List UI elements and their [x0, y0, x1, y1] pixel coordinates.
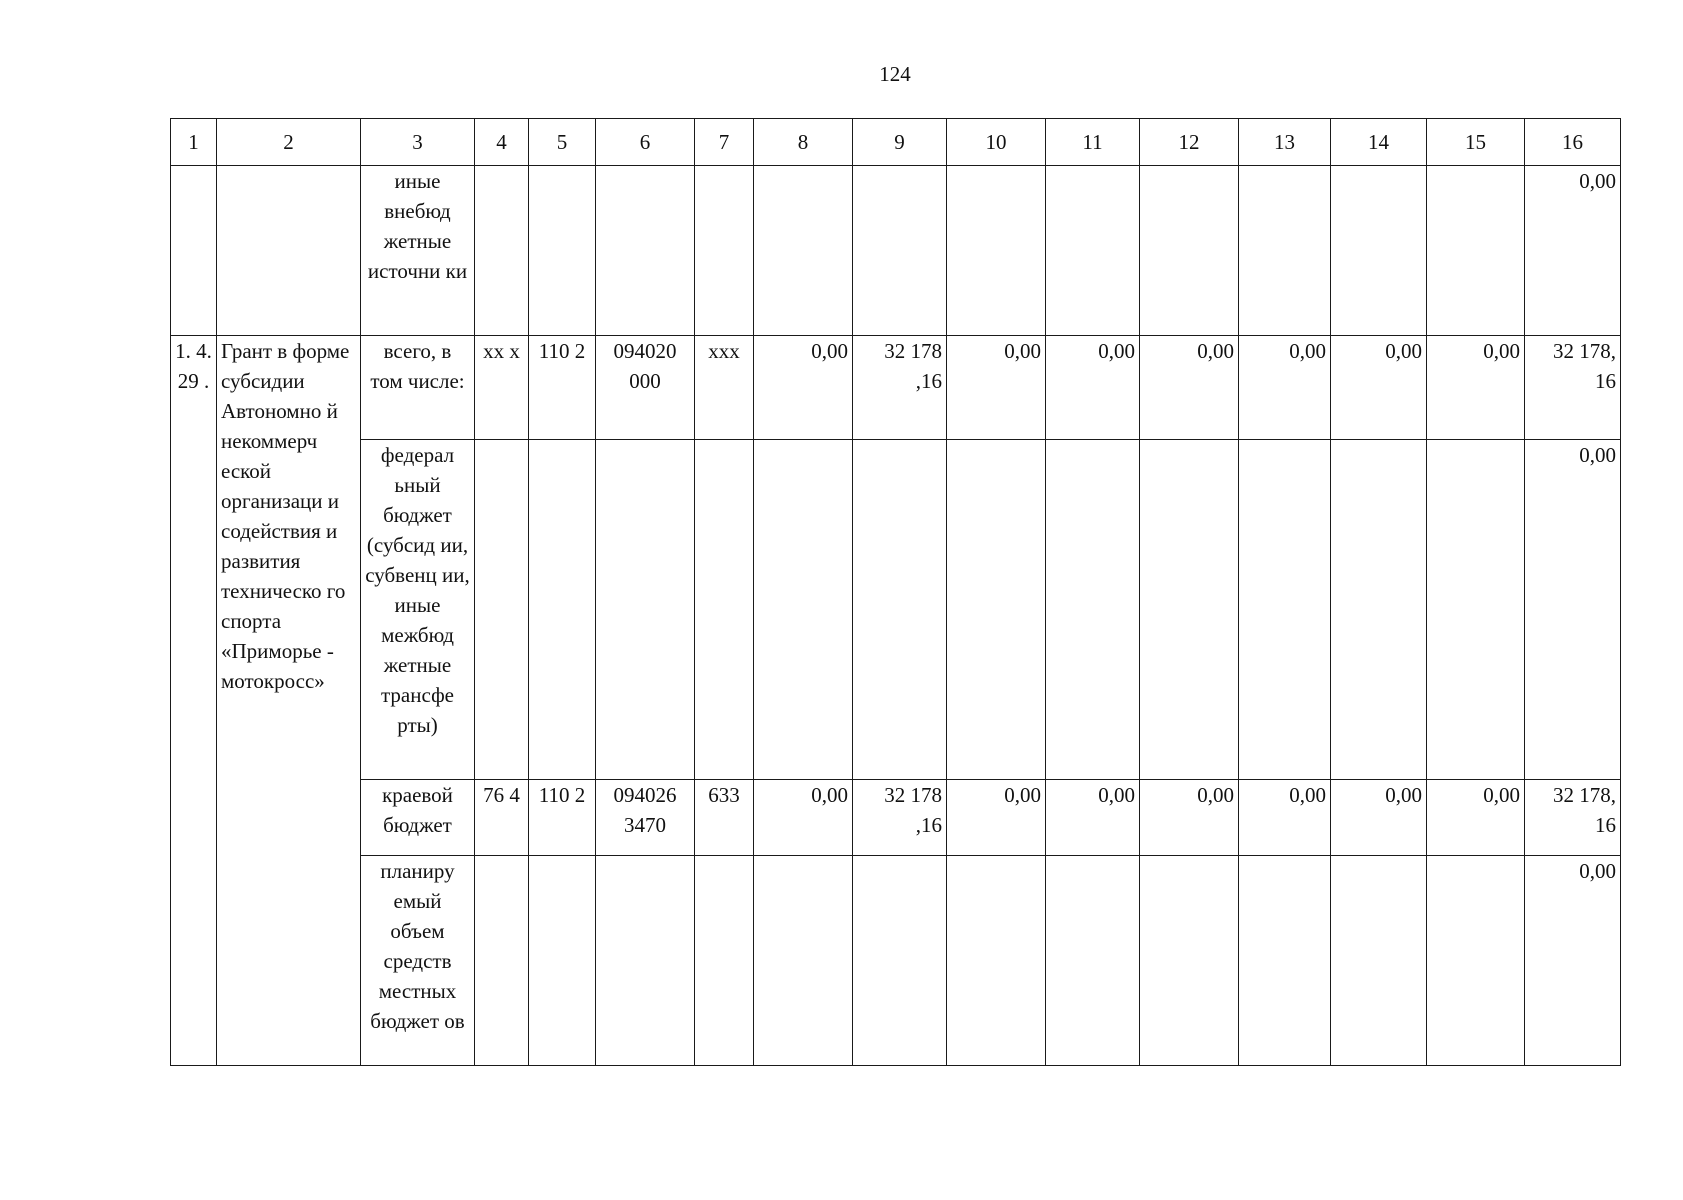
- table-row-federal: [171, 440, 1621, 780]
- empty-cell: [947, 856, 1046, 1066]
- amount-cell: 0,00: [1331, 336, 1427, 440]
- empty-cell: [754, 440, 853, 780]
- code-cell: 633: [695, 780, 754, 856]
- column-number-cell: 4: [475, 119, 529, 166]
- budget-table: [170, 118, 1621, 1066]
- column-number-cell: 1: [171, 119, 217, 166]
- column-number-cell: 9: [853, 119, 947, 166]
- empty-cell: [1239, 856, 1331, 1066]
- empty-cell: [1331, 166, 1427, 336]
- column-number-cell: 6: [596, 119, 695, 166]
- amount-total-cell: 32 178, 16: [1525, 780, 1621, 856]
- empty-cell: [475, 440, 529, 780]
- empty-cell: [754, 856, 853, 1066]
- empty-cell: [529, 440, 596, 780]
- empty-cell: [475, 856, 529, 1066]
- empty-cell: [1046, 166, 1140, 336]
- amount-cell: 0,00: [1239, 336, 1331, 440]
- empty-cell: [217, 166, 361, 336]
- amount-cell: 0,00: [754, 780, 853, 856]
- empty-cell: [171, 166, 217, 336]
- page-number: 124: [879, 62, 911, 86]
- column-number-cell: 16: [1525, 119, 1621, 166]
- empty-cell: [695, 440, 754, 780]
- table-row-regional: [171, 780, 1621, 856]
- empty-cell: [1046, 440, 1140, 780]
- empty-cell: [1239, 440, 1331, 780]
- code-cell: xx x: [475, 336, 529, 440]
- code-cell: 110 2: [529, 336, 596, 440]
- amount-cell: 0,00: [1239, 780, 1331, 856]
- amount-cell: 0,00: [947, 780, 1046, 856]
- amount-cell: 0,00: [1427, 336, 1525, 440]
- column-number-cell: 14: [1331, 119, 1427, 166]
- column-number-cell: 15: [1427, 119, 1525, 166]
- amount-total-cell: 0,00: [1525, 440, 1621, 780]
- empty-cell: [1427, 440, 1525, 780]
- code-cell: 110 2: [529, 780, 596, 856]
- code-cell: 094020 000: [596, 336, 695, 440]
- amount-cell: 0,00: [1046, 780, 1140, 856]
- funding-source-label: планиру емый объем средств местных бюджет ов: [361, 856, 475, 1066]
- column-number-cell: 13: [1239, 119, 1331, 166]
- empty-cell: [754, 166, 853, 336]
- amount-total-cell: 0,00: [1525, 856, 1621, 1066]
- amount-cell: 0,00: [1046, 336, 1140, 440]
- table-header-row: [171, 119, 1621, 166]
- empty-cell: [947, 440, 1046, 780]
- empty-cell: [1140, 440, 1239, 780]
- funding-source-label: краевой бюджет: [361, 780, 475, 856]
- funding-source-label: федерал ьный бюджет (субсид ии, субвенц ии, иные межбюд жетные трансфе рты): [361, 440, 475, 780]
- column-number-cell: 11: [1046, 119, 1140, 166]
- empty-cell: [1331, 856, 1427, 1066]
- empty-cell: [853, 166, 947, 336]
- empty-cell: [853, 440, 947, 780]
- amount-cell: 0,00: [1140, 336, 1239, 440]
- amount-total-cell: 32 178, 16: [1525, 336, 1621, 440]
- empty-cell: [1427, 166, 1525, 336]
- empty-cell: [853, 856, 947, 1066]
- table-row-other-sources: [171, 166, 1621, 336]
- code-cell: xxx: [695, 336, 754, 440]
- column-number-cell: 7: [695, 119, 754, 166]
- amount-total-cell: 0,00: [1525, 166, 1621, 336]
- funding-source-label: иные внебюд жетные источни ки: [361, 166, 475, 336]
- empty-cell: [529, 856, 596, 1066]
- column-number-cell: 10: [947, 119, 1046, 166]
- empty-cell: [947, 166, 1046, 336]
- amount-cell: 0,00: [1331, 780, 1427, 856]
- empty-cell: [1427, 856, 1525, 1066]
- item-name-cell: Грант в форме субсидии Автономно й некоммерч еской организаци и содействия и развития техническо го спорта «Приморье - мотокросс»: [217, 336, 361, 1066]
- amount-cell: 32 178 ,16: [853, 780, 947, 856]
- amount-cell: 0,00: [947, 336, 1046, 440]
- funding-source-label: всего, в том числе:: [361, 336, 475, 440]
- code-cell: 76 4: [475, 780, 529, 856]
- empty-cell: [596, 856, 695, 1066]
- empty-cell: [1140, 856, 1239, 1066]
- column-number-cell: 12: [1140, 119, 1239, 166]
- code-cell: 094026 3470: [596, 780, 695, 856]
- empty-cell: [695, 856, 754, 1066]
- column-number-cell: 5: [529, 119, 596, 166]
- empty-cell: [1046, 856, 1140, 1066]
- empty-cell: [475, 166, 529, 336]
- amount-cell: 0,00: [1427, 780, 1525, 856]
- empty-cell: [596, 440, 695, 780]
- amount-cell: 32 178 ,16: [853, 336, 947, 440]
- table-row-total: [171, 336, 1621, 440]
- column-number-cell: 3: [361, 119, 475, 166]
- amount-cell: 0,00: [754, 336, 853, 440]
- column-number-cell: 2: [217, 119, 361, 166]
- empty-cell: [529, 166, 596, 336]
- empty-cell: [695, 166, 754, 336]
- item-number-cell: 1. 4. 29 .: [171, 336, 217, 1066]
- amount-cell: 0,00: [1140, 780, 1239, 856]
- column-number-cell: 8: [754, 119, 853, 166]
- empty-cell: [1140, 166, 1239, 336]
- empty-cell: [1331, 440, 1427, 780]
- empty-cell: [1239, 166, 1331, 336]
- table-row-local: [171, 856, 1621, 1066]
- empty-cell: [596, 166, 695, 336]
